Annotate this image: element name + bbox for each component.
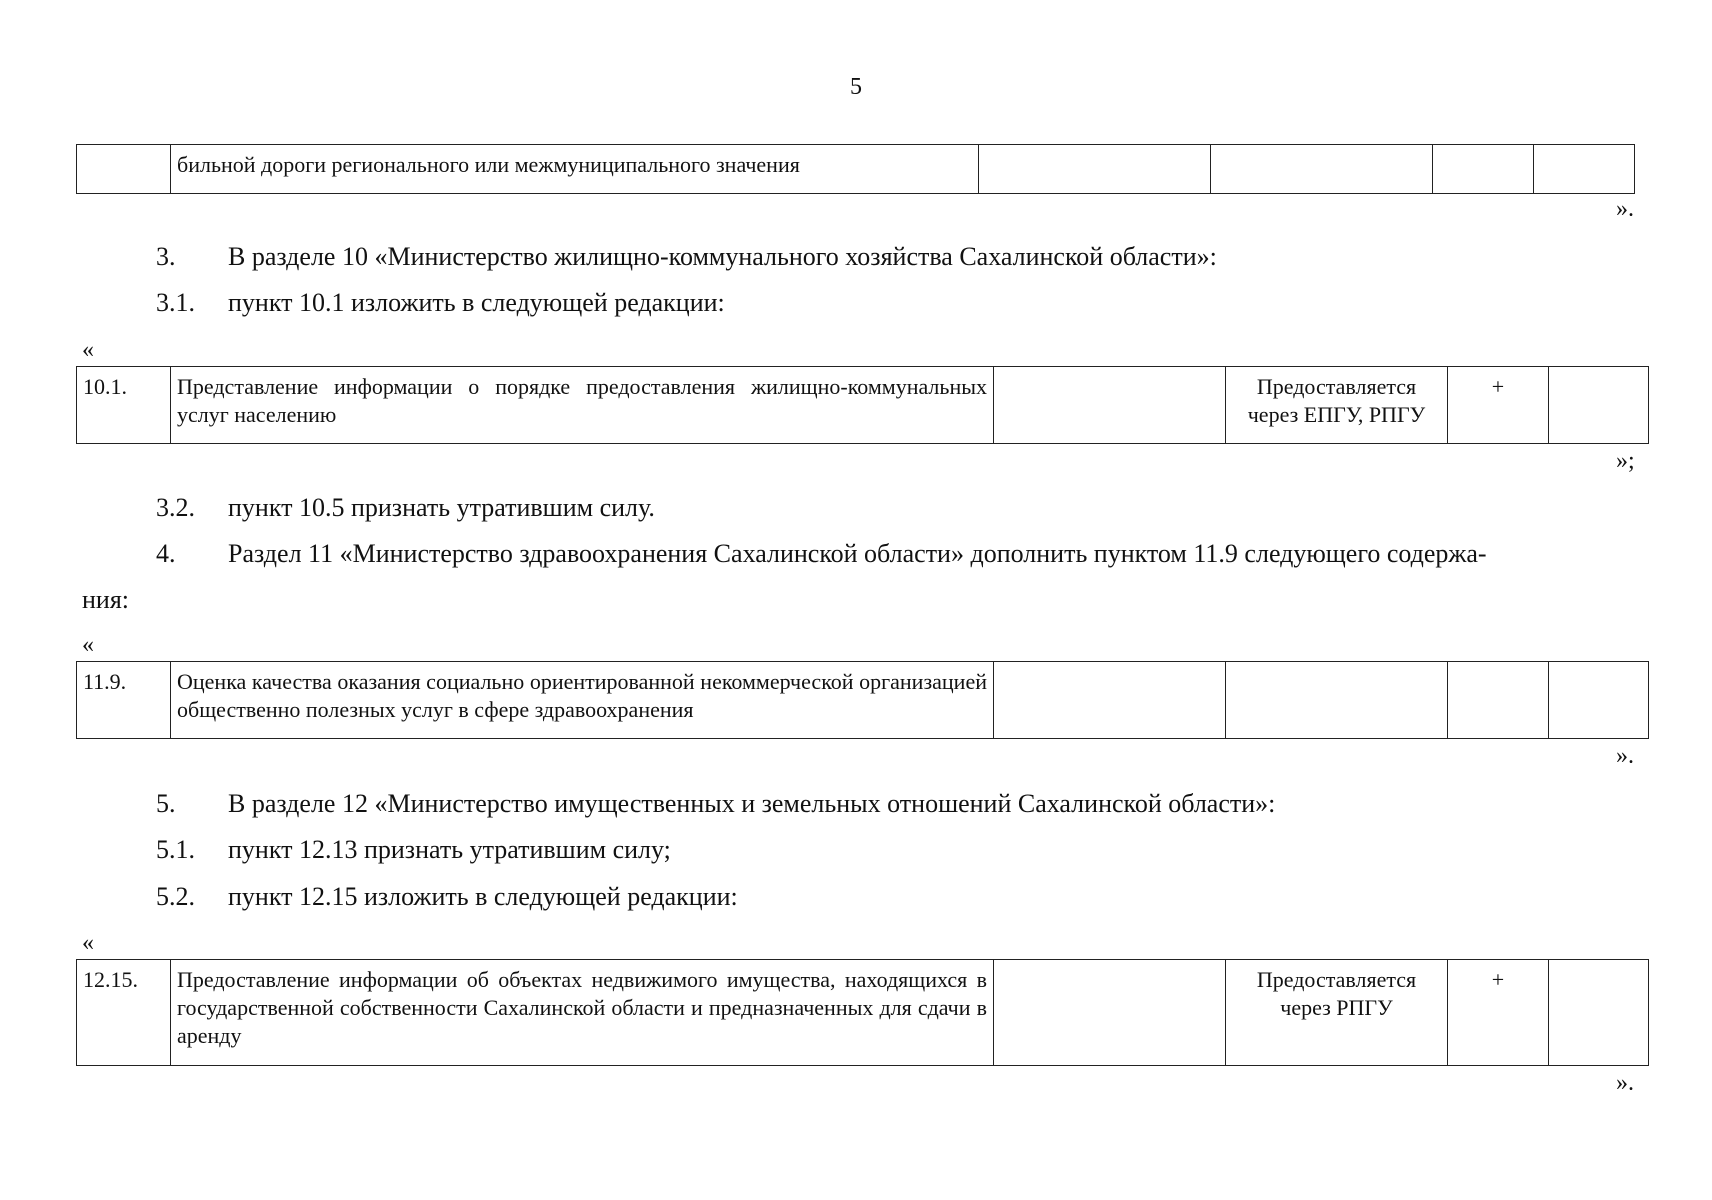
opening-quote: « <box>82 337 94 363</box>
item-text: Раздел 11 «Министерство здравоохранения Сахалинской области» дополнить пунктом 11.9 следующего содержа- <box>228 539 1487 568</box>
paragraph-item-3-2 <box>156 491 1676 525</box>
cell-empty <box>1549 367 1649 444</box>
item-text: В разделе 12 «Министерство имущественных и земельных отношений Сахалинской области»: <box>228 789 1276 818</box>
table-row <box>77 145 1635 194</box>
cell-number: 12.15. <box>77 960 171 1066</box>
closing-quote: »; <box>1616 448 1635 474</box>
item-text: пункт 12.15 изложить в следующей редакции: <box>228 882 738 911</box>
opening-quote: « <box>82 632 94 658</box>
cell-empty <box>1226 662 1448 739</box>
opening-quote: « <box>82 930 94 956</box>
cell-service-name: Предоставление информации об объектах недвижимого имущества, находящихся в государственной собственности Сахалинской области и предназначенных для сдачи в аренду <box>171 960 994 1066</box>
item-number: 5.2. <box>156 882 195 911</box>
paragraph-item-3-1 <box>156 286 1676 320</box>
table-item-11-9 <box>76 661 1649 739</box>
cell-empty <box>994 960 1226 1066</box>
paragraph-item-5 <box>156 787 1676 821</box>
cell-empty <box>979 145 1211 194</box>
item-text: В разделе 10 «Министерство жилищно-коммунального хозяйства Сахалинской области»: <box>228 242 1217 271</box>
cell-number: 11.9. <box>77 662 171 739</box>
cell-empty <box>994 367 1226 444</box>
table-item-10-1 <box>76 366 1649 444</box>
cell-service-name: Оценка качества оказания социально ориентированной некоммерческой организацией общественно полезных услуг в сфере здравоохранения <box>171 662 994 739</box>
table-continuation <box>76 144 1635 194</box>
paragraph-item-3 <box>156 240 1676 274</box>
cell-empty <box>1549 960 1649 1066</box>
table-row <box>77 960 1649 1066</box>
item-number: 3.2. <box>156 493 195 522</box>
page-number: 5 <box>850 74 862 100</box>
item-text: пункт 12.13 признать утратившим силу; <box>228 835 671 864</box>
closing-quote: ». <box>1616 1070 1634 1096</box>
cell-service-name: Представление информации о порядке предоставления жилищно-коммунальных услуг населению <box>171 367 994 444</box>
cell-empty <box>1448 662 1549 739</box>
cell-provision: Предоставляется через РПГУ <box>1226 960 1448 1066</box>
item-text: пункт 10.5 признать утратившим силу. <box>228 493 655 522</box>
cell-number: 10.1. <box>77 367 171 444</box>
table-row <box>77 662 1649 739</box>
paragraph-item-5-1 <box>156 833 1676 867</box>
cell-empty <box>1549 662 1649 739</box>
paragraph-item-5-2 <box>156 880 1676 914</box>
item-number: 5.1. <box>156 835 195 864</box>
cell-service-name: бильной дороги регионального или межмуниципального значения <box>171 145 979 194</box>
paragraph-item-4-continuation: ния: <box>82 585 130 614</box>
closing-quote: ». <box>1616 196 1634 222</box>
cell-number <box>77 145 171 194</box>
table-row <box>77 367 1649 444</box>
item-number: 4. <box>156 539 176 568</box>
cell-empty <box>1534 145 1635 194</box>
item-number: 3.1. <box>156 288 195 317</box>
cell-mark: + <box>1448 960 1549 1066</box>
cell-provision <box>1211 145 1433 194</box>
paragraph-item-4 <box>156 537 1676 571</box>
cell-empty <box>994 662 1226 739</box>
item-number: 3. <box>156 242 176 271</box>
closing-quote: ». <box>1616 743 1634 769</box>
cell-mark: + <box>1448 367 1549 444</box>
cell-mark <box>1433 145 1534 194</box>
item-number: 5. <box>156 789 176 818</box>
item-text: пункт 10.1 изложить в следующей редакции: <box>228 288 725 317</box>
cell-provision: Предоставляется через ЕПГУ, РПГУ <box>1226 367 1448 444</box>
table-item-12-15 <box>76 959 1649 1066</box>
